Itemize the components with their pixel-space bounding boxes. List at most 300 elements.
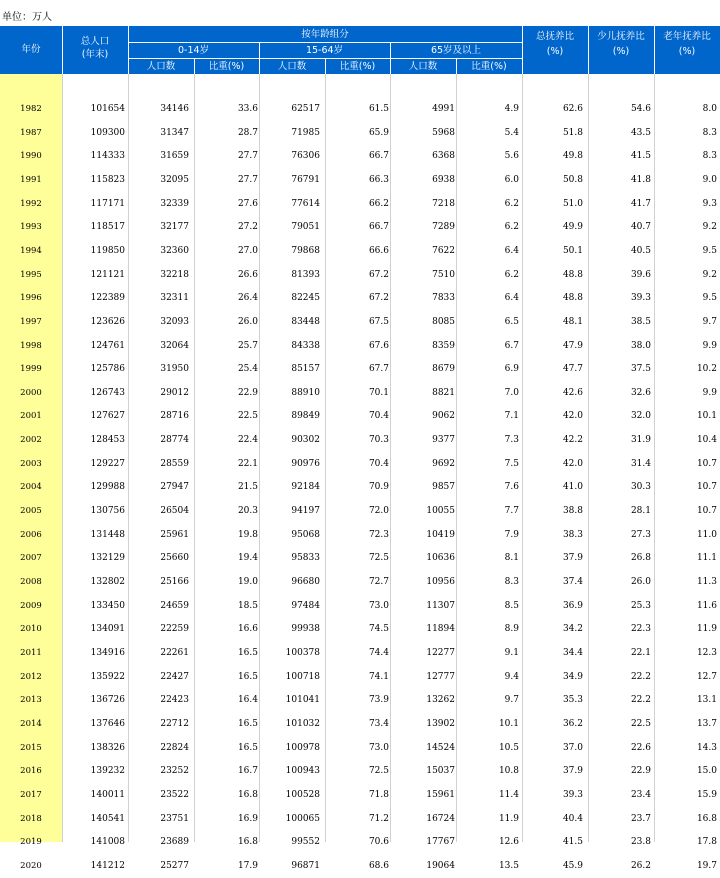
cell-child-dep: 23.4 bbox=[630, 789, 651, 800]
cell-pop-15-64: 89849 bbox=[291, 411, 320, 422]
table-row bbox=[0, 736, 720, 760]
cell-pop-65: 10419 bbox=[426, 529, 455, 540]
cell-pop-15-64: 90976 bbox=[291, 458, 320, 469]
cell-pop-15-64: 95833 bbox=[291, 553, 320, 564]
cell-share-65: 7.3 bbox=[504, 435, 519, 446]
cell-share-0-14: 19.8 bbox=[237, 529, 258, 540]
table-row bbox=[0, 783, 720, 807]
cell-year: 2002 bbox=[20, 435, 42, 446]
cell-share-0-14: 27.2 bbox=[237, 222, 258, 233]
header-share-15-64: 比重(%) bbox=[339, 61, 376, 72]
cell-share-15-64: 67.7 bbox=[368, 364, 389, 375]
cell-child-dep: 40.5 bbox=[630, 245, 651, 256]
cell-total-dep: 45.9 bbox=[562, 860, 583, 871]
cell-share-65: 6.4 bbox=[504, 293, 519, 304]
cell-child-dep: 25.3 bbox=[630, 600, 651, 611]
table-row bbox=[0, 286, 720, 310]
cell-pop-0-14: 28716 bbox=[160, 411, 189, 422]
cell-share-0-14: 16.6 bbox=[237, 624, 258, 635]
cell-share-15-64: 66.6 bbox=[368, 245, 389, 256]
cell-pop-0-14: 25166 bbox=[160, 577, 189, 587]
cell-child-dep: 30.3 bbox=[630, 482, 651, 493]
cell-year: 2006 bbox=[20, 529, 42, 540]
cell-pop-65: 12777 bbox=[426, 671, 455, 682]
cell-share-0-14: 17.9 bbox=[237, 860, 258, 871]
cell-total-dep: 49.8 bbox=[562, 151, 583, 162]
cell-share-65: 8.5 bbox=[504, 600, 519, 611]
cell-pop-0-14: 23689 bbox=[160, 837, 189, 848]
table-row bbox=[0, 830, 720, 854]
cell-share-15-64: 73.9 bbox=[368, 695, 389, 706]
cell-total-pop: 140541 bbox=[90, 813, 125, 824]
cell-old-dep: 15.9 bbox=[696, 789, 717, 800]
header-pop-0-14: 人口数 bbox=[146, 61, 176, 72]
cell-pop-0-14: 31659 bbox=[160, 151, 189, 162]
cell-share-65: 10.1 bbox=[498, 718, 519, 729]
cell-total-dep: 47.7 bbox=[562, 364, 583, 375]
cell-year: 2019 bbox=[20, 837, 42, 848]
cell-pop-65: 19064 bbox=[426, 860, 455, 871]
cell-pop-0-14: 31347 bbox=[160, 127, 189, 138]
cell-total-dep: 47.9 bbox=[562, 340, 583, 351]
cell-child-dep: 38.5 bbox=[630, 316, 651, 327]
cell-share-15-64: 61.5 bbox=[368, 104, 389, 114]
cell-total-pop: 115823 bbox=[90, 174, 125, 185]
table-row bbox=[0, 428, 720, 452]
cell-pop-15-64: 71985 bbox=[291, 127, 320, 138]
cell-share-65: 7.0 bbox=[504, 387, 519, 398]
cell-share-65: 6.5 bbox=[504, 316, 519, 327]
cell-child-dep: 22.9 bbox=[630, 766, 651, 777]
cell-share-0-14: 21.5 bbox=[237, 482, 258, 493]
cell-share-0-14: 19.4 bbox=[237, 553, 258, 564]
cell-share-0-14: 26.0 bbox=[237, 316, 258, 327]
cell-share-0-14: 16.5 bbox=[237, 647, 258, 658]
cell-pop-0-14: 28774 bbox=[160, 435, 189, 446]
cell-pop-65: 11894 bbox=[426, 624, 455, 635]
cell-pop-65: 9857 bbox=[432, 482, 455, 493]
cell-total-dep: 50.1 bbox=[562, 245, 583, 256]
cell-year: 2020 bbox=[20, 860, 42, 871]
cell-share-0-14: 16.9 bbox=[237, 813, 258, 824]
cell-pop-15-64: 100528 bbox=[285, 789, 320, 800]
cell-old-dep: 12.7 bbox=[696, 671, 717, 682]
cell-year: 1991 bbox=[20, 174, 42, 185]
cell-total-dep: 37.9 bbox=[562, 553, 583, 564]
cell-share-65: 5.6 bbox=[504, 151, 519, 162]
cell-total-pop: 132129 bbox=[90, 553, 125, 564]
cell-pop-65: 10055 bbox=[426, 506, 455, 517]
cell-total-dep: 35.3 bbox=[562, 695, 583, 706]
cell-year: 1993 bbox=[20, 222, 42, 233]
cell-total-dep: 48.8 bbox=[562, 269, 583, 280]
cell-pop-0-14: 22423 bbox=[160, 695, 189, 706]
header-old-dep: 老年抚养比 bbox=[663, 31, 711, 42]
cell-share-15-64: 72.5 bbox=[368, 553, 389, 564]
cell-pop-15-64: 85157 bbox=[291, 364, 320, 375]
cell-pop-15-64: 79051 bbox=[291, 222, 320, 233]
cell-year: 1999 bbox=[20, 364, 42, 375]
cell-old-dep: 10.7 bbox=[696, 458, 717, 469]
cell-pop-0-14: 26504 bbox=[160, 506, 189, 517]
cell-old-dep: 9.2 bbox=[702, 269, 717, 280]
header-total-dep: 总抚养比 bbox=[535, 31, 574, 42]
cell-year: 2000 bbox=[20, 387, 42, 398]
table-row bbox=[0, 215, 720, 239]
cell-total-dep: 42.6 bbox=[562, 387, 583, 398]
cell-share-65: 12.6 bbox=[498, 837, 519, 848]
table-row bbox=[0, 499, 720, 523]
header-old-dep-pct: (%) bbox=[678, 46, 696, 57]
cell-pop-15-64: 79868 bbox=[291, 245, 320, 256]
cell-share-0-14: 16.5 bbox=[237, 718, 258, 729]
cell-share-65: 6.9 bbox=[504, 364, 519, 375]
cell-pop-0-14: 25277 bbox=[160, 860, 189, 871]
cell-share-0-14: 33.6 bbox=[237, 104, 258, 114]
cell-pop-65: 6368 bbox=[432, 151, 455, 162]
cell-share-15-64: 66.3 bbox=[368, 174, 389, 185]
cell-child-dep: 22.1 bbox=[630, 647, 651, 658]
cell-share-65: 7.5 bbox=[504, 458, 519, 469]
cell-year: 1996 bbox=[20, 293, 42, 304]
cell-pop-15-64: 81393 bbox=[291, 269, 320, 280]
cell-old-dep: 10.2 bbox=[696, 364, 717, 375]
cell-pop-15-64: 84338 bbox=[291, 340, 320, 351]
cell-pop-15-64: 101032 bbox=[285, 718, 320, 729]
cell-pop-65: 16724 bbox=[426, 813, 455, 824]
cell-pop-0-14: 32177 bbox=[160, 222, 189, 233]
cell-pop-15-64: 99552 bbox=[291, 837, 320, 848]
cell-year: 2009 bbox=[20, 600, 42, 611]
cell-old-dep: 9.2 bbox=[702, 222, 717, 233]
cell-pop-15-64: 83448 bbox=[291, 316, 320, 327]
cell-pop-0-14: 23252 bbox=[160, 766, 189, 777]
cell-child-dep: 23.7 bbox=[630, 813, 651, 824]
cell-share-15-64: 73.0 bbox=[368, 742, 389, 753]
cell-pop-15-64: 62517 bbox=[291, 104, 320, 114]
cell-pop-65: 9377 bbox=[432, 435, 455, 446]
cell-child-dep: 38.0 bbox=[630, 340, 651, 351]
cell-old-dep: 9.9 bbox=[702, 340, 717, 351]
cell-share-15-64: 67.5 bbox=[368, 316, 389, 327]
cell-share-0-14: 28.7 bbox=[237, 127, 258, 138]
cell-share-15-64: 67.6 bbox=[368, 340, 389, 351]
table-row bbox=[0, 594, 720, 618]
cell-pop-15-64: 101041 bbox=[285, 695, 320, 706]
cell-share-0-14: 27.7 bbox=[237, 174, 258, 185]
table-row bbox=[0, 263, 720, 287]
cell-total-pop: 140011 bbox=[90, 789, 125, 800]
cell-total-dep: 36.9 bbox=[562, 600, 583, 611]
cell-pop-15-64: 96871 bbox=[291, 860, 320, 871]
table-row bbox=[0, 404, 720, 428]
cell-total-pop: 124761 bbox=[90, 340, 125, 351]
cell-share-15-64: 72.3 bbox=[368, 529, 389, 540]
cell-share-65: 8.1 bbox=[504, 553, 519, 564]
cell-total-dep: 50.8 bbox=[562, 174, 583, 185]
cell-child-dep: 26.8 bbox=[630, 553, 651, 564]
cell-share-0-14: 22.4 bbox=[237, 435, 258, 446]
cell-pop-0-14: 24659 bbox=[160, 600, 189, 611]
cell-share-65: 6.0 bbox=[504, 174, 519, 185]
cell-child-dep: 41.5 bbox=[630, 151, 651, 162]
cell-total-pop: 133450 bbox=[90, 600, 125, 611]
cell-child-dep: 31.4 bbox=[630, 458, 651, 469]
cell-child-dep: 39.3 bbox=[630, 293, 651, 304]
cell-pop-15-64: 82245 bbox=[291, 293, 320, 304]
cell-old-dep: 11.9 bbox=[696, 624, 717, 635]
cell-pop-0-14: 27947 bbox=[160, 482, 189, 493]
cell-share-0-14: 27.0 bbox=[237, 245, 258, 256]
cell-pop-65: 7622 bbox=[432, 245, 455, 256]
cell-total-dep: 51.0 bbox=[562, 198, 583, 209]
cell-total-pop: 127627 bbox=[90, 411, 125, 422]
cell-share-0-14: 16.5 bbox=[237, 671, 258, 682]
cell-year: 1992 bbox=[20, 198, 42, 209]
header-share-0-14: 比重(%) bbox=[208, 61, 245, 72]
cell-total-pop: 130756 bbox=[90, 506, 125, 517]
cell-share-15-64: 65.9 bbox=[368, 127, 389, 138]
table-row bbox=[0, 617, 720, 641]
cell-pop-65: 9062 bbox=[432, 411, 455, 422]
header-age-0-14: 0-14岁 bbox=[177, 45, 210, 56]
cell-pop-0-14: 32095 bbox=[160, 174, 189, 185]
cell-total-pop: 114333 bbox=[90, 151, 125, 162]
cell-child-dep: 32.6 bbox=[630, 387, 651, 398]
cell-total-dep: 62.6 bbox=[562, 104, 583, 114]
cell-child-dep: 28.1 bbox=[630, 506, 651, 517]
cell-total-pop: 121121 bbox=[90, 269, 125, 280]
cell-child-dep: 22.6 bbox=[630, 742, 651, 753]
header-year: 年份 bbox=[21, 44, 41, 55]
cell-pop-0-14: 28559 bbox=[160, 458, 189, 469]
cell-old-dep: 8.0 bbox=[702, 104, 717, 114]
cell-total-dep: 49.9 bbox=[562, 222, 583, 233]
cell-share-65: 10.5 bbox=[498, 742, 519, 753]
cell-old-dep: 19.7 bbox=[696, 860, 717, 871]
cell-pop-65: 9692 bbox=[432, 458, 455, 469]
cell-share-15-64: 72.5 bbox=[368, 766, 389, 777]
cell-pop-0-14: 25961 bbox=[160, 529, 189, 540]
cell-pop-65: 12277 bbox=[426, 647, 455, 658]
cell-total-pop: 118517 bbox=[90, 222, 125, 233]
cell-share-65: 6.2 bbox=[504, 198, 519, 209]
cell-pop-0-14: 22261 bbox=[160, 647, 189, 658]
table-row bbox=[0, 381, 720, 405]
cell-pop-15-64: 96680 bbox=[291, 577, 320, 587]
cell-pop-15-64: 100718 bbox=[285, 671, 320, 682]
cell-share-0-14: 27.6 bbox=[237, 198, 258, 209]
cell-pop-65: 6938 bbox=[432, 174, 455, 185]
cell-year: 2005 bbox=[20, 506, 42, 517]
cell-pop-0-14: 22427 bbox=[160, 671, 189, 682]
cell-pop-65: 8821 bbox=[432, 387, 455, 398]
cell-pop-65: 17767 bbox=[426, 837, 455, 848]
cell-old-dep: 11.3 bbox=[696, 577, 717, 587]
cell-year: 1994 bbox=[20, 245, 42, 256]
cell-total-pop: 126743 bbox=[90, 387, 125, 398]
cell-total-dep: 42.0 bbox=[562, 458, 583, 469]
cell-year: 2018 bbox=[20, 813, 42, 824]
cell-share-65: 7.7 bbox=[504, 506, 519, 517]
cell-pop-65: 10636 bbox=[426, 553, 455, 564]
cell-total-dep: 51.8 bbox=[562, 127, 583, 138]
cell-share-65: 7.6 bbox=[504, 482, 519, 493]
cell-pop-65: 8679 bbox=[432, 364, 455, 375]
table-row bbox=[0, 239, 720, 263]
cell-share-0-14: 27.7 bbox=[237, 151, 258, 162]
cell-year: 2001 bbox=[20, 411, 42, 422]
cell-share-0-14: 16.7 bbox=[237, 766, 258, 777]
table-row bbox=[0, 357, 720, 381]
cell-pop-15-64: 100378 bbox=[285, 647, 320, 658]
cell-old-dep: 16.8 bbox=[696, 813, 717, 824]
cell-year: 2016 bbox=[20, 766, 42, 777]
cell-share-65: 5.4 bbox=[504, 127, 519, 138]
cell-pop-0-14: 32093 bbox=[160, 316, 189, 327]
table-row bbox=[0, 570, 720, 594]
cell-total-pop: 131448 bbox=[90, 529, 125, 540]
cell-share-15-64: 70.4 bbox=[368, 411, 389, 422]
cell-share-0-14: 25.4 bbox=[237, 364, 258, 375]
cell-pop-15-64: 76791 bbox=[291, 174, 320, 185]
cell-child-dep: 32.0 bbox=[630, 411, 651, 422]
table-row bbox=[0, 192, 720, 216]
cell-year: 1998 bbox=[20, 340, 42, 351]
cell-year: 1997 bbox=[20, 316, 42, 327]
cell-pop-65: 8085 bbox=[432, 316, 455, 327]
cell-child-dep: 22.2 bbox=[630, 671, 651, 682]
cell-total-dep: 48.1 bbox=[562, 316, 583, 327]
cell-share-65: 9.4 bbox=[504, 671, 519, 682]
cell-pop-0-14: 34146 bbox=[160, 104, 189, 114]
cell-total-pop: 141212 bbox=[90, 860, 125, 871]
cell-share-65: 9.1 bbox=[504, 647, 519, 658]
cell-year: 2017 bbox=[20, 789, 42, 800]
cell-share-15-64: 66.2 bbox=[368, 198, 389, 209]
cell-year: 1990 bbox=[20, 151, 42, 162]
header-age-65: 65岁及以上 bbox=[430, 45, 482, 56]
cell-share-0-14: 19.0 bbox=[237, 577, 258, 587]
cell-child-dep: 54.6 bbox=[630, 104, 651, 114]
cell-total-pop: 109300 bbox=[90, 127, 125, 138]
cell-total-pop: 141008 bbox=[90, 837, 125, 848]
cell-share-15-64: 74.5 bbox=[368, 624, 389, 635]
table-row bbox=[0, 144, 720, 168]
table-row bbox=[0, 452, 720, 476]
cell-old-dep: 11.6 bbox=[696, 600, 717, 611]
cell-share-0-14: 22.1 bbox=[237, 458, 258, 469]
cell-pop-65: 7510 bbox=[432, 269, 455, 280]
cell-old-dep: 13.7 bbox=[696, 718, 717, 729]
cell-pop-65: 14524 bbox=[426, 742, 455, 753]
cell-total-dep: 37.0 bbox=[562, 742, 583, 753]
cell-total-pop: 134091 bbox=[90, 624, 125, 635]
cell-share-15-64: 74.1 bbox=[368, 671, 389, 682]
cell-child-dep: 40.7 bbox=[630, 222, 651, 233]
cell-share-0-14: 26.6 bbox=[237, 269, 258, 280]
cell-child-dep: 39.6 bbox=[630, 269, 651, 280]
cell-pop-65: 15037 bbox=[426, 766, 455, 777]
table-row bbox=[0, 712, 720, 736]
cell-pop-15-64: 99938 bbox=[291, 624, 320, 635]
cell-share-65: 6.7 bbox=[504, 340, 519, 351]
cell-pop-65: 4991 bbox=[432, 104, 455, 114]
cell-old-dep: 9.9 bbox=[702, 387, 717, 398]
header-total-pop-sub: (年末) bbox=[81, 49, 109, 60]
cell-share-15-64: 70.4 bbox=[368, 458, 389, 469]
cell-total-pop: 128453 bbox=[90, 435, 125, 446]
cell-share-0-14: 16.8 bbox=[237, 789, 258, 800]
cell-share-65: 6.4 bbox=[504, 245, 519, 256]
cell-pop-0-14: 32218 bbox=[160, 269, 189, 280]
cell-share-65: 13.5 bbox=[498, 860, 519, 871]
cell-share-15-64: 68.6 bbox=[368, 860, 389, 871]
cell-share-0-14: 16.4 bbox=[237, 695, 258, 706]
cell-share-0-14: 22.5 bbox=[237, 411, 258, 422]
cell-share-65: 7.9 bbox=[504, 529, 519, 540]
cell-total-dep: 39.3 bbox=[562, 789, 583, 800]
cell-pop-15-64: 77614 bbox=[291, 198, 320, 209]
cell-total-pop: 129227 bbox=[90, 458, 125, 469]
cell-total-dep: 34.4 bbox=[562, 647, 583, 658]
cell-share-65: 7.1 bbox=[504, 411, 519, 422]
cell-year: 2011 bbox=[20, 647, 42, 658]
cell-total-dep: 38.8 bbox=[562, 506, 583, 517]
cell-share-15-64: 73.4 bbox=[368, 718, 389, 729]
cell-total-pop: 123626 bbox=[90, 316, 125, 327]
cell-pop-0-14: 29012 bbox=[160, 387, 189, 398]
table-row bbox=[0, 523, 720, 547]
cell-total-dep: 37.9 bbox=[562, 766, 583, 777]
cell-year: 2015 bbox=[20, 742, 42, 753]
cell-year: 1982 bbox=[20, 104, 42, 114]
cell-old-dep: 10.7 bbox=[696, 506, 717, 517]
cell-share-15-64: 71.8 bbox=[368, 789, 389, 800]
cell-pop-0-14: 32360 bbox=[160, 245, 189, 256]
header-child-dep: 少儿抚养比 bbox=[597, 31, 645, 42]
cell-pop-65: 8359 bbox=[432, 340, 455, 351]
cell-child-dep: 22.3 bbox=[630, 624, 651, 635]
cell-old-dep: 9.5 bbox=[702, 245, 717, 256]
cell-total-dep: 34.9 bbox=[562, 671, 583, 682]
cell-share-15-64: 72.7 bbox=[368, 577, 389, 587]
cell-total-pop: 136726 bbox=[90, 695, 125, 706]
cell-year: 2008 bbox=[20, 577, 42, 587]
cell-pop-15-64: 95068 bbox=[291, 529, 320, 540]
cell-share-0-14: 18.5 bbox=[237, 600, 258, 611]
cell-old-dep: 8.3 bbox=[702, 151, 717, 162]
cell-child-dep: 26.0 bbox=[630, 577, 651, 587]
cell-total-pop: 132802 bbox=[90, 577, 125, 587]
cell-old-dep: 13.1 bbox=[696, 695, 717, 706]
table-row bbox=[0, 475, 720, 499]
cell-child-dep: 43.5 bbox=[630, 127, 651, 138]
cell-pop-65: 10956 bbox=[426, 577, 455, 587]
cell-share-65: 8.3 bbox=[504, 577, 519, 587]
cell-pop-65: 15961 bbox=[426, 789, 455, 800]
cell-share-65: 9.7 bbox=[504, 695, 519, 706]
cell-total-dep: 38.3 bbox=[562, 529, 583, 540]
header-share-65: 比重(%) bbox=[471, 61, 507, 72]
cell-total-pop: 134916 bbox=[90, 647, 125, 658]
table-row bbox=[0, 310, 720, 334]
cell-child-dep: 37.5 bbox=[630, 364, 651, 375]
header-total-dep-pct: (%) bbox=[546, 46, 564, 57]
header-child-dep-pct: (%) bbox=[612, 46, 630, 57]
cell-child-dep: 41.8 bbox=[630, 174, 651, 185]
cell-child-dep: 27.3 bbox=[630, 529, 651, 540]
